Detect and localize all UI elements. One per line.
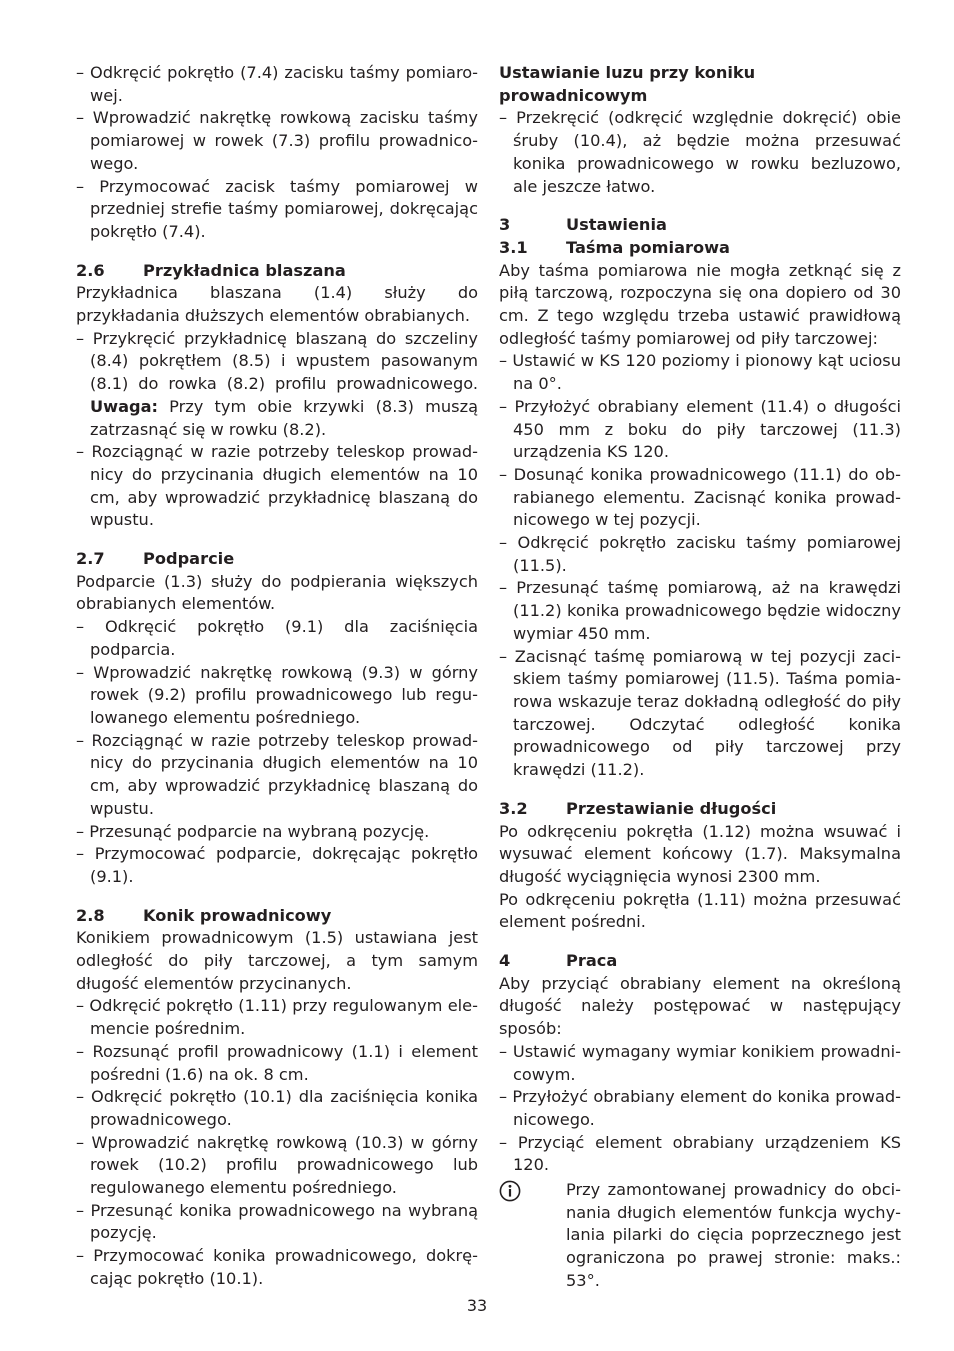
left-column bbox=[76, 62, 478, 1291]
section-number: 3 bbox=[499, 215, 511, 235]
section-title: Przestawianie długości bbox=[566, 798, 777, 818]
section-title: Konik prowadnicowy bbox=[143, 905, 332, 925]
warning-label: Uwaga: bbox=[90, 396, 159, 416]
text-run: Przy tym obie krzywki (8.3) muszą zatrzasnąć się w rowku (8.2). bbox=[90, 396, 478, 439]
list-item: – Przymocować konika prowadnicowego, dokręcając pokrętło (10.1). bbox=[76, 1246, 478, 1288]
text-run: – Przykręcić przykładnicę blaszaną do szczeliny (8.4) pokrętłem (8.5) i wpustem pasowanym (8.1) do rowka (8.2) profilu prowadnicowego. bbox=[76, 328, 478, 394]
section-number: 3.2 bbox=[499, 798, 528, 818]
list-item: – Wprowadzić nakrętkę rowkową zacisku taśmy pomiarowej w rowek (7.3) profilu prowadnicowego. bbox=[76, 108, 478, 173]
list-item: – Przekręcić (odkręcić względnie dokręcić) obie śruby (10.4), aż będzie można przesuwać konika prowadnicowego w rowku bezluzowo, ale jeszcze łatwo. bbox=[499, 108, 901, 196]
section-title: Ustawianie luzu przy koniku prowadnicowym bbox=[499, 63, 756, 105]
list-item: – Wprowadzić nakrętkę rowkową (10.3) w górny rowek (10.2) profilu prowadnicowego lub regulowanego elementu pośredniego. bbox=[76, 1132, 478, 1198]
paragraph: Aby przyciąć obrabiany element na określoną długość należy postępować w następujący sposób: bbox=[499, 973, 901, 1039]
section-title: Taśma pomiarowa bbox=[566, 237, 730, 257]
section-number: 3.1 bbox=[499, 237, 528, 257]
paragraph: Po odkręceniu pokrętła (1.12) można wsuwać i wysuwać element końcowy (1.7). Maksymalna długość wyciągnięcia wynosi 2300 mm. bbox=[499, 821, 901, 886]
section-title: Przykładnica blaszana bbox=[143, 260, 346, 280]
list-item: – Rozsunąć profil prowadnicowy (1.1) i element pośredni (1.6) na ok. 8 cm. bbox=[76, 1041, 478, 1084]
section-heading bbox=[76, 905, 478, 928]
section-number: 2.7 bbox=[76, 549, 105, 569]
list-item: – Odkręcić pokrętło zacisku taśmy pomiarowej (11.5). bbox=[499, 533, 901, 575]
section-heading bbox=[499, 237, 901, 260]
list-item: – Ustawić w KS 120 poziomy i pionowy kąt uciosu na 0°. bbox=[499, 351, 901, 394]
page-number: 33 bbox=[466, 1296, 488, 1315]
list-item: – Przyłożyć obrabiany element (11.4) o długości 450 mm z boku do piły tarczowej (11.3) urządzenia KS 120. bbox=[499, 396, 901, 462]
section-3-2 bbox=[499, 798, 901, 934]
paragraph: Przykładnica blaszana (1.4) służy do przykładania dłuższych elementów obrabianych. bbox=[76, 283, 478, 326]
paragraph: Po odkręceniu pokrętła (1.11) można przesuwać element pośredni. bbox=[499, 889, 901, 932]
section-number: 4 bbox=[499, 951, 511, 971]
list-item: – Przesunąć taśmę pomiarową, aż na krawędzi (11.2) konika prowadnicowego będzie widoczny wymiar 450 mm. bbox=[499, 578, 901, 643]
paragraph: Podparcie (1.3) służy do podpierania większych obrabianych elementów. bbox=[76, 571, 478, 614]
list-item: – Przymocować podparcie, dokręcając pokrętło (9.1). bbox=[76, 844, 478, 886]
section-2-8 bbox=[76, 905, 478, 1291]
list-item: – Rozciągnąć w razie potrzeby teleskop prowadnicy do przycinania długich elementów na 10 cm, aby wprowadzić przykładnicę blaszaną do wpustu. bbox=[76, 730, 478, 818]
list-item: – Dosunąć konika prowadnicowego (11.1) do obrabianego elementu. Zacisnąć konika prowadnicowego w tej pozycji. bbox=[499, 464, 901, 530]
list-item: – Rozciągnąć w razie potrzeby teleskop prowadnicy do przycinania długich elementów na 10 cm, aby wprowadzić przykładnicę blaszaną do wpustu. bbox=[76, 442, 478, 530]
list-item bbox=[76, 328, 478, 442]
list-item: – Odkręcić pokrętło (10.1) dla zaciśnięcia konika prowadnicowego. bbox=[76, 1087, 478, 1129]
paragraph: Konikiem prowadnicowym (1.5) ustawiana jest odległość do piły tarczowej, a tym samym długość elementów przycinanych. bbox=[76, 928, 478, 993]
section-title: Ustawienia bbox=[566, 215, 667, 235]
section-number: 2.6 bbox=[76, 260, 105, 280]
section-heading bbox=[76, 548, 478, 571]
section-4 bbox=[499, 950, 901, 1293]
section-title: Praca bbox=[566, 951, 618, 971]
chapter-heading bbox=[499, 214, 901, 237]
paragraph: Aby taśma pomiarowa nie mogła zetknąć się z piłą tarczową, rozpoczyna się ona dopiero od 30 cm. Z tego względu trzeba ustawić prawidłową odległość taśmy pomiarowej od piły tarczowej: bbox=[499, 260, 901, 348]
section-3 bbox=[499, 214, 901, 782]
list-item: – Odkręcić pokrętło (9.1) dla zaciśnięcia podparcia. bbox=[76, 617, 478, 659]
section-2-6 bbox=[76, 260, 478, 532]
list-item: – Zacisnąć taśmę pomiarową w tej pozycji zaciskiem taśmy pomiarowej (11.5). Taśma pomiarowa wskazuje teraz dokładną odległość do piły tarczowej. Odczytać odległość konika prowadnicowego od piły tarczowej przy krawędzi (11.2). bbox=[499, 646, 901, 780]
info-icon bbox=[499, 1179, 566, 1293]
list-item: – Przymocować zacisk taśmy pomiarowej w przedniej strefie taśmy pomiarowej, dokręcając pokrętło (7.4). bbox=[76, 176, 478, 241]
section-heading bbox=[76, 260, 478, 283]
right-column bbox=[499, 62, 901, 1293]
section-heading bbox=[499, 798, 901, 821]
measuring-tape-clamp-steps bbox=[76, 62, 478, 244]
list-item: – Wprowadzić nakrętkę rowkową (9.3) w górny rowek (9.2) profilu prowadnicowego lub regulowanego elementu pośredniego. bbox=[76, 662, 478, 727]
info-note bbox=[499, 1179, 901, 1293]
list-item: – Przyciąć element obrabiany urządzeniem KS 120. bbox=[499, 1132, 901, 1175]
section-2-7 bbox=[76, 548, 478, 889]
section-number: 2.8 bbox=[76, 905, 105, 925]
list-item: – Odkręcić pokrętło (7.4) zacisku taśmy pomiarowej. bbox=[76, 63, 478, 105]
note-text: Przy zamontowanej prowadnicy do obcinania długich elementów funkcja wychylania pilarki do cięcia poprzecznego jest ograniczona po prawej stronie: maks.: 53°. bbox=[566, 1180, 901, 1290]
section-title: Podparcie bbox=[143, 549, 235, 569]
list-item: – Przyłożyć obrabiany element do konika prowadnicowego. bbox=[499, 1087, 901, 1129]
list-item: – Przesunąć konika prowadnicowego na wybraną pozycję. bbox=[76, 1200, 478, 1243]
list-item: – Przesunąć podparcie na wybraną pozycję. bbox=[76, 821, 430, 841]
list-item: – Odkręcić pokrętło (1.11) przy regulowanym elemencie pośrednim. bbox=[76, 996, 478, 1039]
chapter-heading bbox=[499, 950, 901, 973]
play-adjustment-section bbox=[499, 62, 901, 198]
list-item: – Ustawić wymagany wymiar konikiem prowadnicowym. bbox=[499, 1041, 901, 1084]
